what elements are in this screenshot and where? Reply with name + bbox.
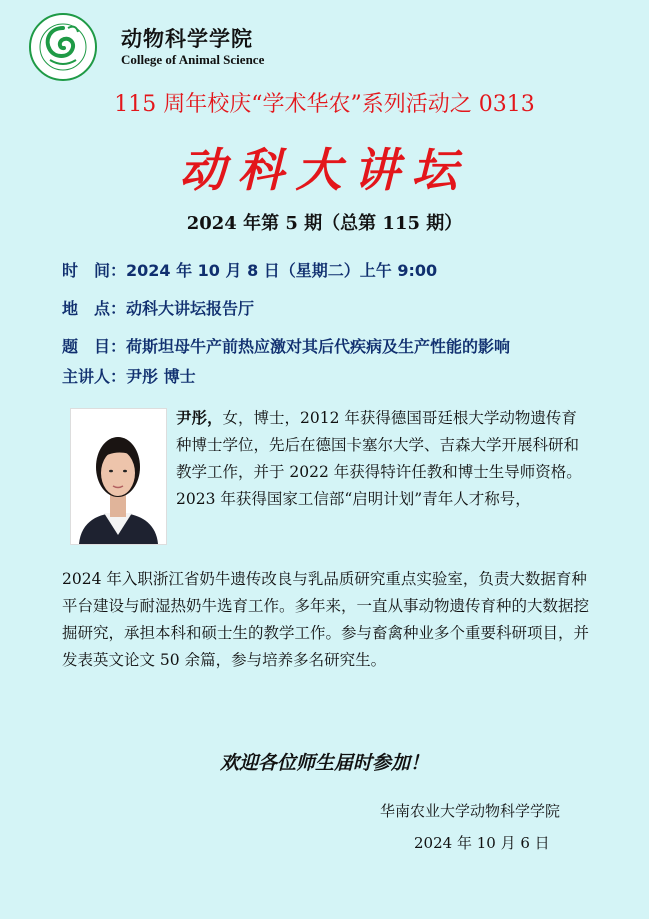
bio-text-top: 女，博士，2012 年获得德国哥廷根大学动物遗传育种博士学位，先后在德国卡塞尔大学、吉森大学开展科研和教学工作，并于 2022 年获得特许任教和博士生导师资格。2023 年获得国家工信部“启明计划”青年人才称号， <box>176 409 582 508</box>
topic-info: 题 目：荷斯坦母牛产前热应激对其后代疾病及生产性能的影响 <box>62 337 511 356</box>
speaker-bio-bottom: 2024 年入职浙江省奶牛遗传改良与乳品质研究重点实验室，负责大数据育种平台建设与耐湿热奶牛选育工作。多年来，一直从事动物遗传育种的大数据挖掘研究，承担本科和硕士生的教学工作。参与畜禽种业多个重要科研项目，并发表英文论文 50 余篇，参与培养多名研究生。 <box>62 570 590 669</box>
speaker-info: 主讲人：尹彤 博士 <box>62 367 196 386</box>
event-series: 115 周年校庆“学术华农”系列活动之 0313 <box>114 92 535 117</box>
speaker-bio-top <box>176 404 588 513</box>
issue-number: 2024 年第 5 期（总第 115 期） <box>186 213 463 234</box>
notice-date: 2024 年 10 月 6 日 <box>414 834 550 852</box>
welcome-message: 欢迎各位师生届时参加！ <box>219 752 429 774</box>
college-logo <box>28 12 98 82</box>
organizer-signature: 华南农业大学动物科学学院 <box>380 802 561 820</box>
time-info: 时 间：2024 年 10 月 8 日（星期二）上午 9:00 <box>62 261 438 280</box>
speaker-photo <box>70 408 167 545</box>
place-info: 地 点：动科大讲坛报告厅 <box>62 299 255 318</box>
main-title: 动科大讲坛 <box>179 143 470 197</box>
college-name-cn: 动物科学学院 <box>121 27 253 51</box>
speaker-name: 尹彤， <box>176 408 223 427</box>
college-name-en: College of Animal Science <box>121 52 265 67</box>
